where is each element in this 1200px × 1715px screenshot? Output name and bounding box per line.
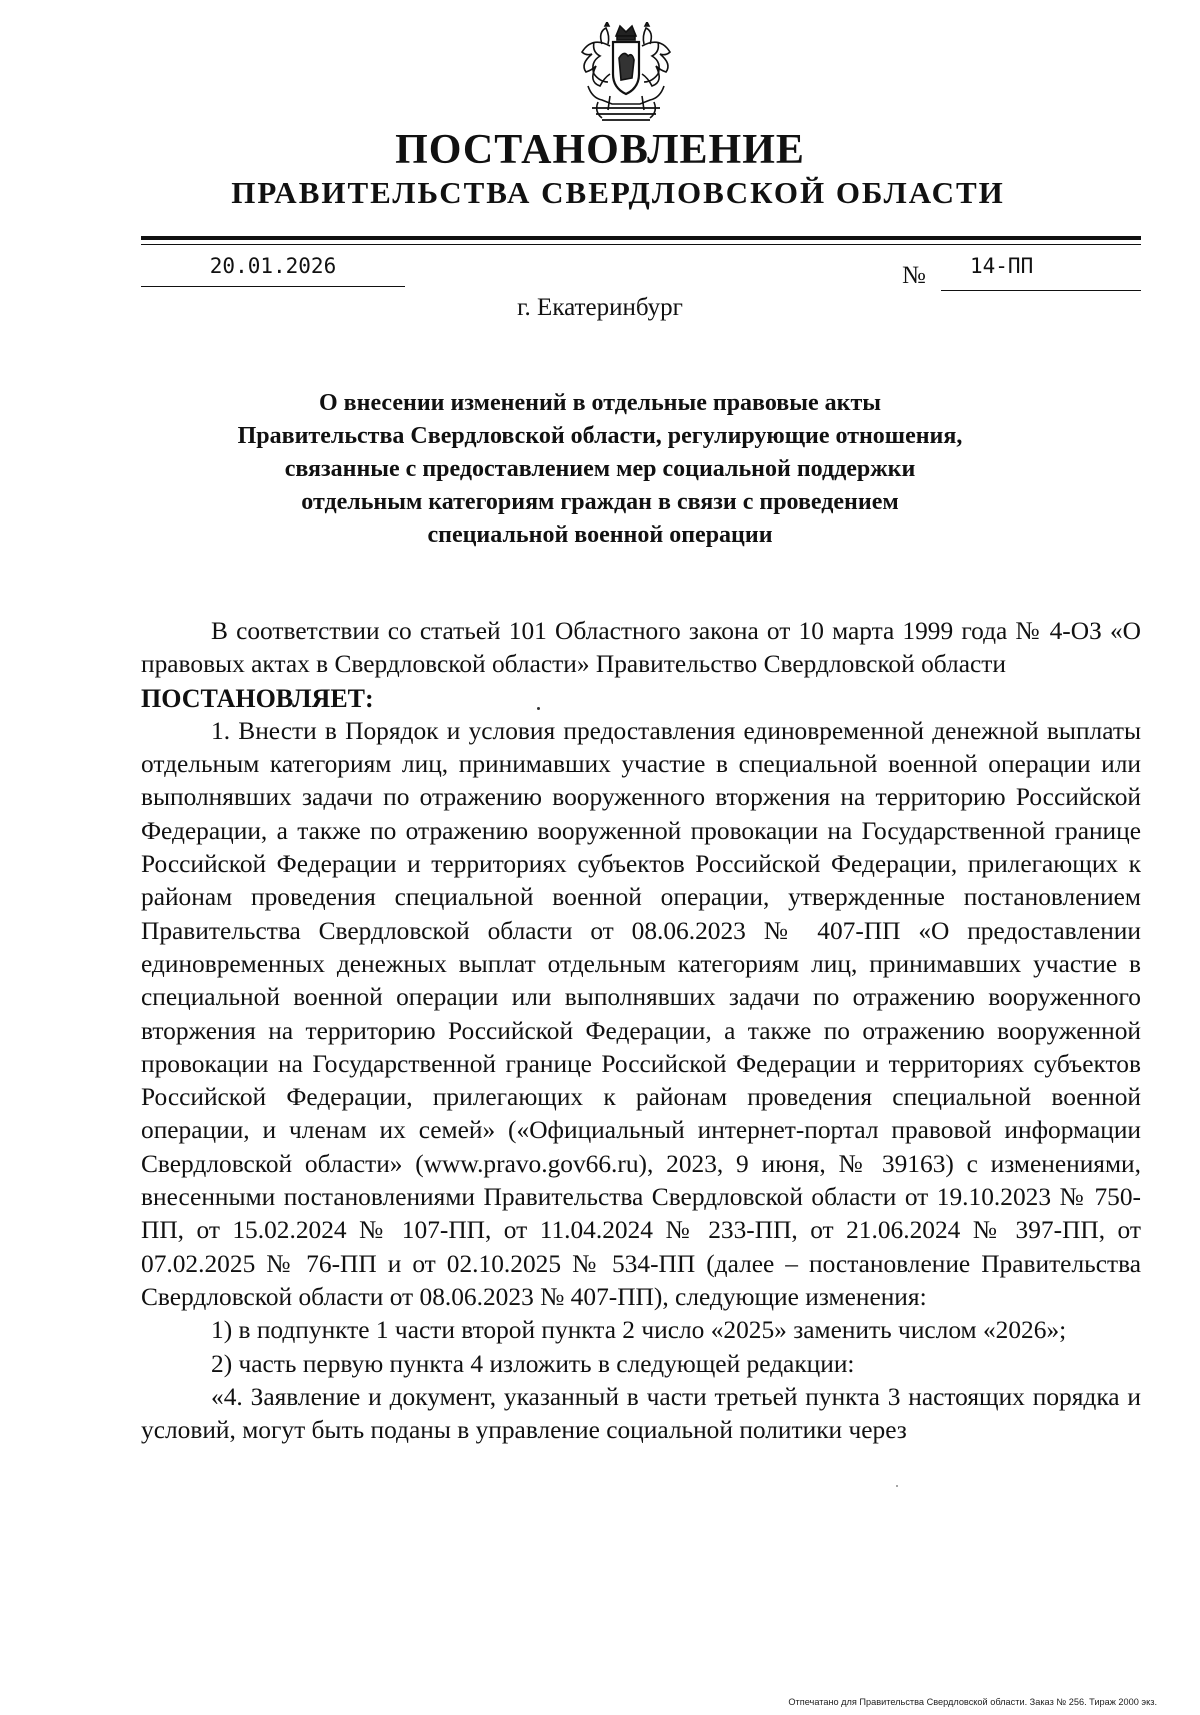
decree-word: ПОСТАНОВЛЯЕТ: <box>141 683 374 713</box>
document-date: 20.01.2026 <box>209 254 337 278</box>
header-divider-thick <box>141 236 1141 240</box>
subitem-1-paragraph: 1) в подпункте 1 части второй пункта 2 число «2025» заменить числом «2026»; <box>211 1316 1067 1345</box>
preamble-paragraph: В соответствии со статьей 101 Областного закона от 10 марта 1999 года № 4-ОЗ «О правовых актах в Свердловской области» Правительство Свердловской области <box>141 617 1141 679</box>
number-underline <box>941 290 1141 291</box>
document-number: 14-ПП <box>970 254 1034 278</box>
print-note: Отпечатано для Правительства Свердловской области. Заказ № 256. Тираж 2000 экз. <box>788 1697 1157 1707</box>
document-subject <box>150 387 1050 552</box>
document-city: г. Екатеринбург <box>517 294 683 321</box>
quoted-amendment-paragraph: «4. Заявление и документ, указанный в части третьей пункта 3 настоящих порядка и условий, могут быть поданы в управление социальной политики через <box>141 1382 1141 1445</box>
date-underline <box>141 286 405 287</box>
subject-line: О внесении изменений в отдельные правовые акты <box>319 390 881 416</box>
document-title: ПОСТАНОВЛЕНИЕ <box>395 127 805 173</box>
subject-line: Правительства Свердловской области, регулирующие отношения, <box>237 423 963 449</box>
document-body <box>141 615 1141 1447</box>
subject-line: отдельным категориям граждан в связи с проведением <box>301 489 899 515</box>
number-sign: № <box>902 262 926 289</box>
subitem-2-paragraph: 2) часть первую пункта 4 изложить в следующей редакции: <box>211 1349 855 1378</box>
subject-line: специальной военной операции <box>427 522 773 548</box>
coat-of-arms-icon <box>572 22 680 130</box>
header-divider-thin <box>141 244 1141 245</box>
issuing-authority: ПРАВИТЕЛЬСТВА СВЕРДЛОВСКОЙ ОБЛАСТИ <box>231 175 1005 210</box>
item-1-paragraph: 1. Внести в Порядок и условия предоставления единовременной денежной выплаты отдельным категориям лиц, принимавших участие в специальной военной операции или выполнявших задачи по отражению вооруженного вторжения на территорию Российской Федерации, а также по отражению вооруженной провокации на Государственной границе Российской Федерации и территориях субъектов Российской Федерации, прилегающих к районам проведения специальной военной операции, утвержденные постановлением Правительства Свердловской области от 08.06.2023 № 407-ПП «О предоставлении единовременных денежных выплат отдельным категориям лиц, принимавших участие в специальной военной операции или выполнявших задачи по отражению вооруженного вторжения на территорию Российской Федерации, а также по отражению вооруженной провокации на Государственной границе Российской Федерации и территориях субъектов Российской Федерации, прилегающих к районам проведения специальной военной операции, и членам их семей» («Официальный интернет-портал правовой информации Свердловской области» (www.pravo.gov66.ru), 2023, 9 июня, № 39163) с изменениями, внесенными постановлениями Правительства Свердловской области от 19.10.2023 № 750-ПП, от 15.02.2024 № 107-ПП, от 11.04.2024 № 233-ПП, от 21.06.2024 № 397-ПП, от 07.02.2025 № 76-ПП и от 02.10.2025 № 534-ПП (далее – постановление Правительства Свердловской области от 08.06.2023 № 407-ПП), следующие изменения: <box>141 716 1141 1311</box>
scan-speck <box>896 1485 898 1487</box>
subject-line: связанные с предоставлением мер социальной поддержки <box>284 456 916 482</box>
